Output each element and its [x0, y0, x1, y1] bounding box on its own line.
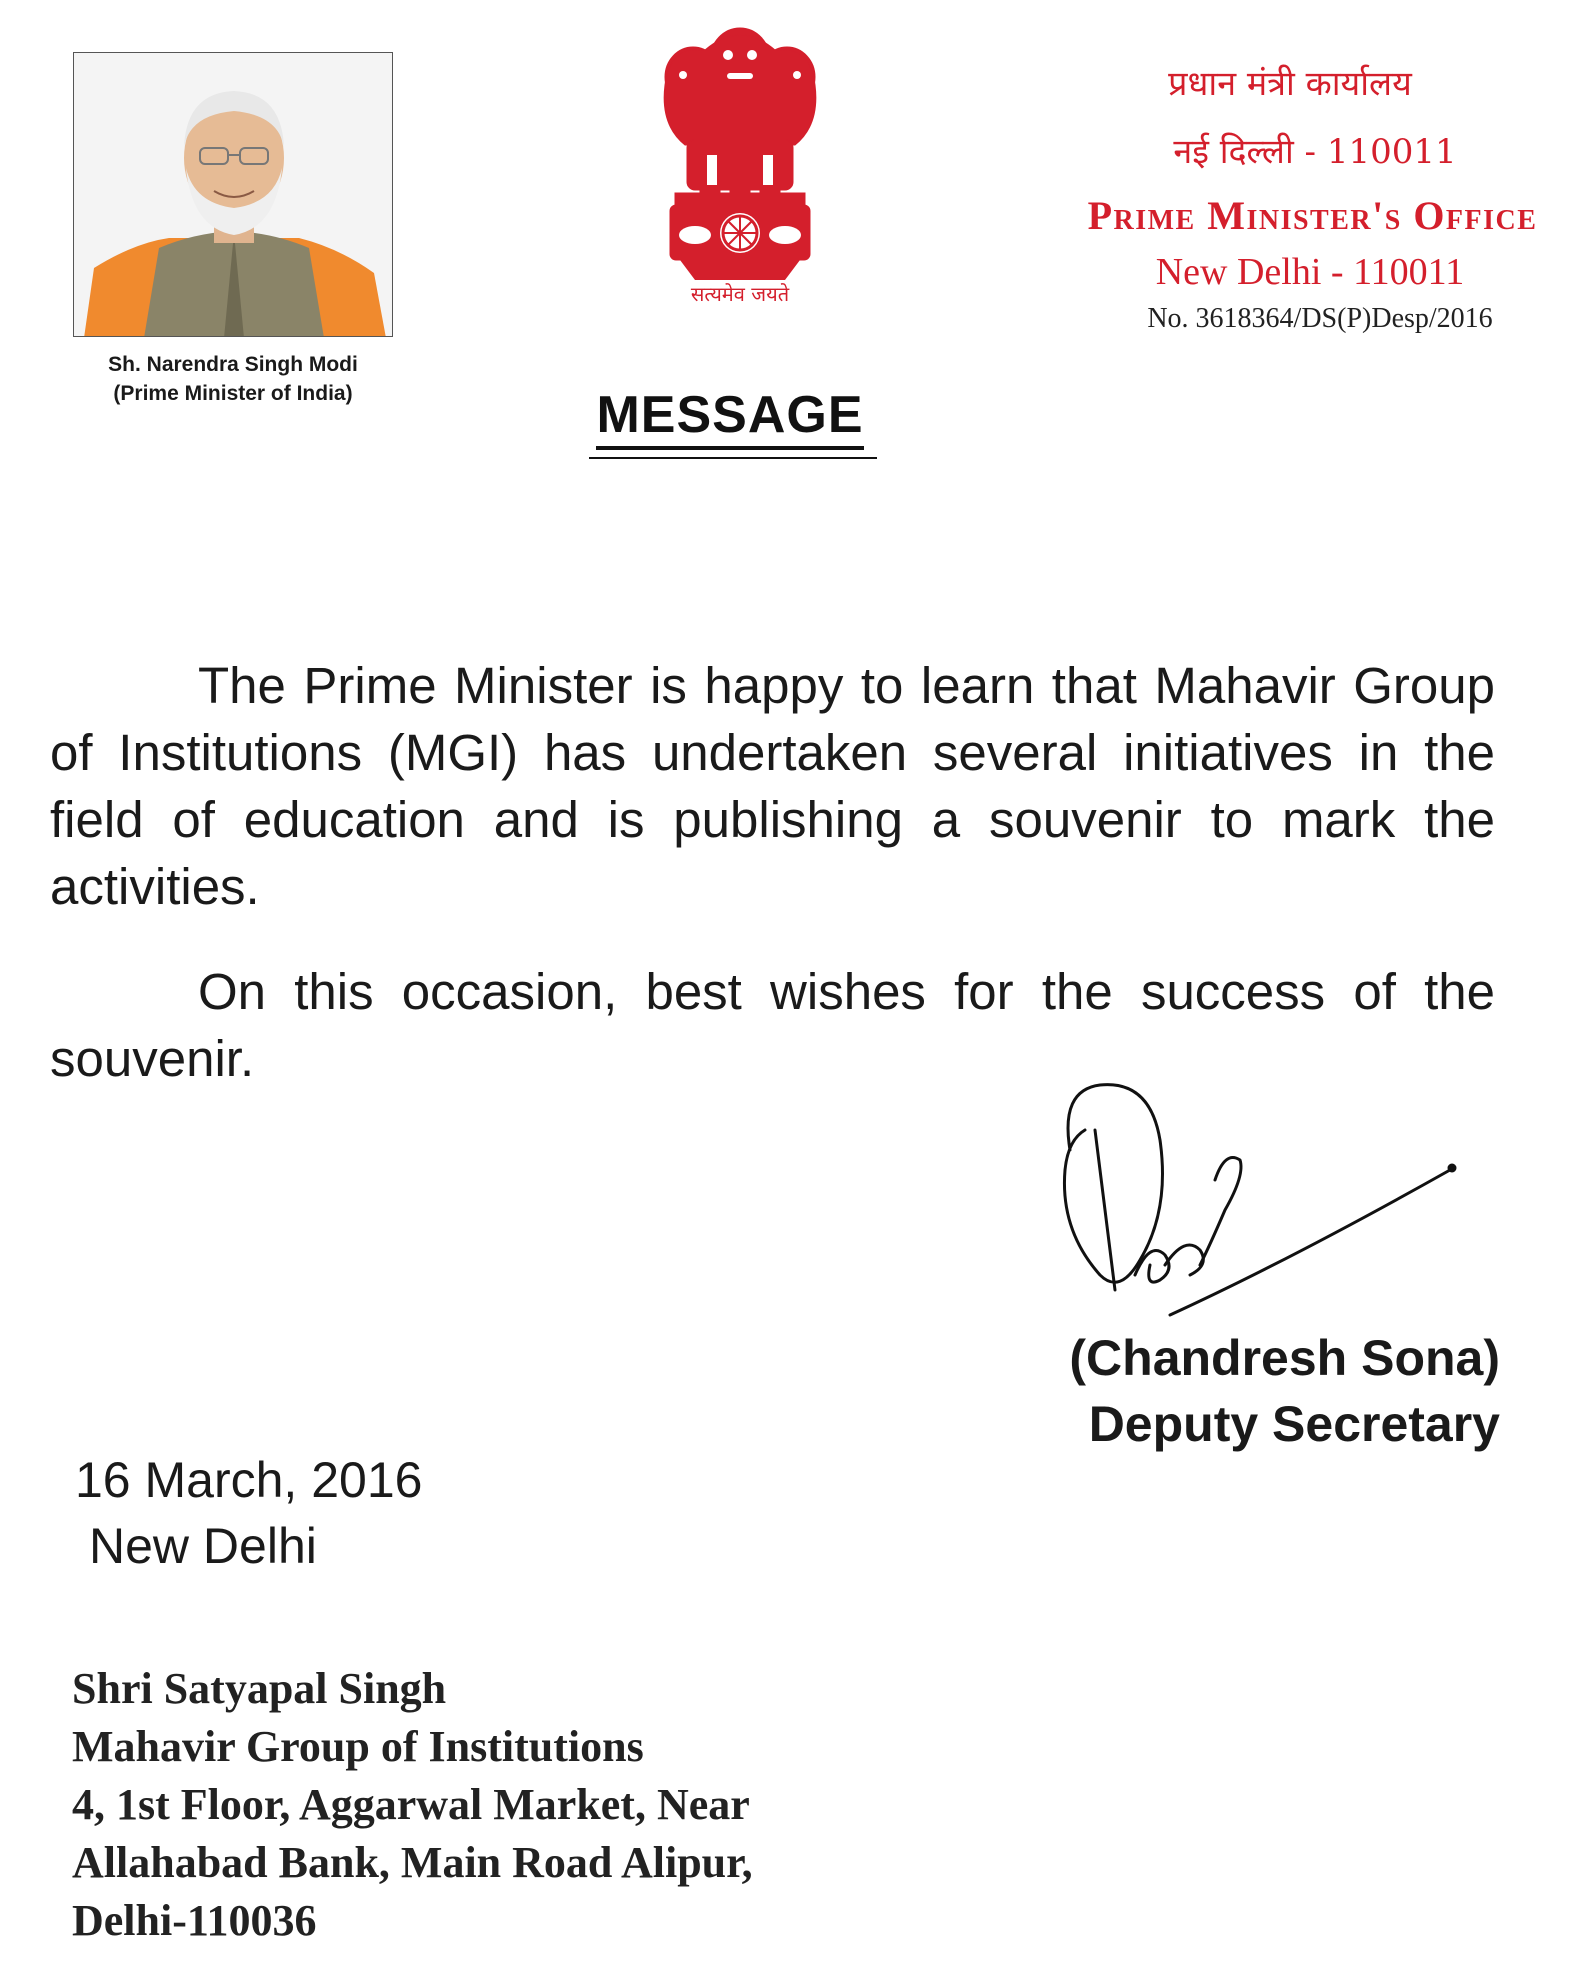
portrait-illustration: [74, 53, 393, 337]
reference-number: No. 3618364/DS(P)Desp/2016: [1147, 303, 1493, 334]
message-paragraph-1: [50, 652, 1495, 920]
message-heading-text: MESSAGE: [596, 386, 863, 450]
address-line: Shri Satyapal Singh: [72, 1664, 447, 1713]
emblem-motto: सत्यमेव जयते: [690, 282, 790, 306]
address-line: Allahabad Bank, Main Road Alipur,: [72, 1838, 753, 1887]
signatory-block: [960, 1325, 1500, 1457]
portrait-photo: [73, 52, 393, 337]
office-name-english: Prime Minister's Office: [1087, 193, 1538, 238]
national-emblem-icon: [645, 15, 835, 315]
photo-caption: [60, 350, 406, 408]
office-name-hindi: प्रधान मंत्री कार्यालय: [1168, 64, 1412, 104]
office-city-english: New Delhi - 110011: [1155, 251, 1465, 293]
paragraph-1-text: The Prime Minister is happy to learn that Mahavir Group of Institutions (MGI) has undertaken several initiatives in the field of education and is publishing a souvenir to mark the activities.: [50, 657, 1495, 915]
caption-title: (Prime Minister of India): [113, 382, 353, 405]
address-line: Delhi-110036: [72, 1896, 317, 1945]
letter-place: New Delhi: [89, 1518, 317, 1574]
letter-date: 16 March, 2016: [75, 1452, 423, 1508]
office-city-hindi: नई दिल्ली - 110011: [1173, 132, 1457, 172]
message-heading: [560, 385, 900, 445]
addressee-block: [72, 1660, 972, 1950]
address-line: Mahavir Group of Institutions: [72, 1722, 644, 1771]
address-line: 4, 1st Floor, Aggarwal Market, Near: [72, 1780, 750, 1829]
handwritten-signature: [1040, 1060, 1480, 1340]
paragraph-2-text: On this occasion, best wishes for the success of the souvenir.: [50, 963, 1495, 1087]
dateline: [75, 1447, 575, 1579]
caption-name: Sh. Narendra Singh Modi: [108, 353, 358, 376]
heading-underline: [589, 457, 877, 459]
signatory-name: (Chandresh Sona): [1069, 1330, 1500, 1386]
signatory-designation: Deputy Secretary: [1088, 1396, 1500, 1452]
